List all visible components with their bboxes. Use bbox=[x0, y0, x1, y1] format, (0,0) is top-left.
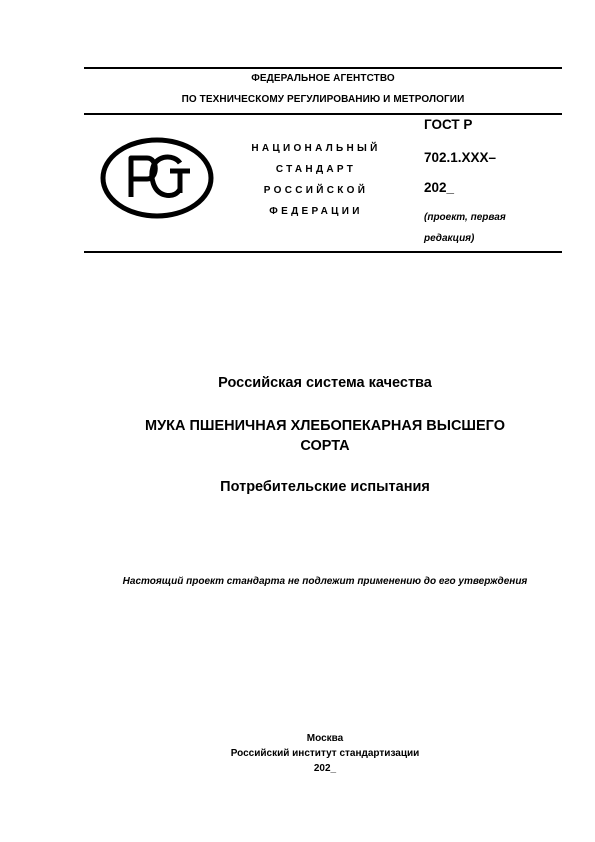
mid-rule bbox=[84, 113, 562, 115]
draft-note-line: редакция) bbox=[424, 233, 475, 244]
publication-city: Москва bbox=[306, 733, 344, 744]
publisher-name: Российский институт стандартизации bbox=[230, 748, 420, 759]
national-standard-line: РОССИЙСКОЙ bbox=[263, 185, 369, 196]
header-bottom-rule bbox=[84, 251, 562, 253]
document-title-line1: МУКА ПШЕНИЧНАЯ ХЛЕБОПЕКАРНАЯ ВЫСШЕГО bbox=[145, 418, 505, 434]
gost-designation-line: 202_ bbox=[424, 180, 455, 195]
rst-certification-mark-icon bbox=[100, 137, 215, 219]
national-standard-line: ФЕДЕРАЦИИ bbox=[269, 206, 363, 217]
top-rule bbox=[84, 67, 562, 69]
document-subtitle: Потребительские испытания bbox=[220, 479, 430, 495]
document-title-line2: СОРТА bbox=[300, 438, 350, 454]
gost-designation-line: 702.1.XXX– bbox=[424, 150, 497, 165]
agency-name-line1: ФЕДЕРАЛЬНОЕ АГЕНТСТВО bbox=[251, 73, 395, 84]
national-standard-line: НАЦИОНАЛЬНЫЙ bbox=[251, 143, 381, 154]
national-standard-line: СТАНДАРТ bbox=[275, 164, 357, 175]
quality-system-title: Российская система качества bbox=[218, 375, 432, 391]
agency-name-line2: ПО ТЕХНИЧЕСКОМУ РЕГУЛИРОВАНИЮ И МЕТРОЛОГИИ bbox=[181, 94, 465, 105]
gost-designation-line: ГОСТ Р bbox=[424, 117, 473, 132]
draft-note-line: (проект, первая bbox=[424, 212, 506, 223]
publication-year: 202_ bbox=[313, 763, 337, 774]
draft-notice: Настоящий проект стандарта не подлежит применению до его утверждения bbox=[122, 576, 528, 587]
